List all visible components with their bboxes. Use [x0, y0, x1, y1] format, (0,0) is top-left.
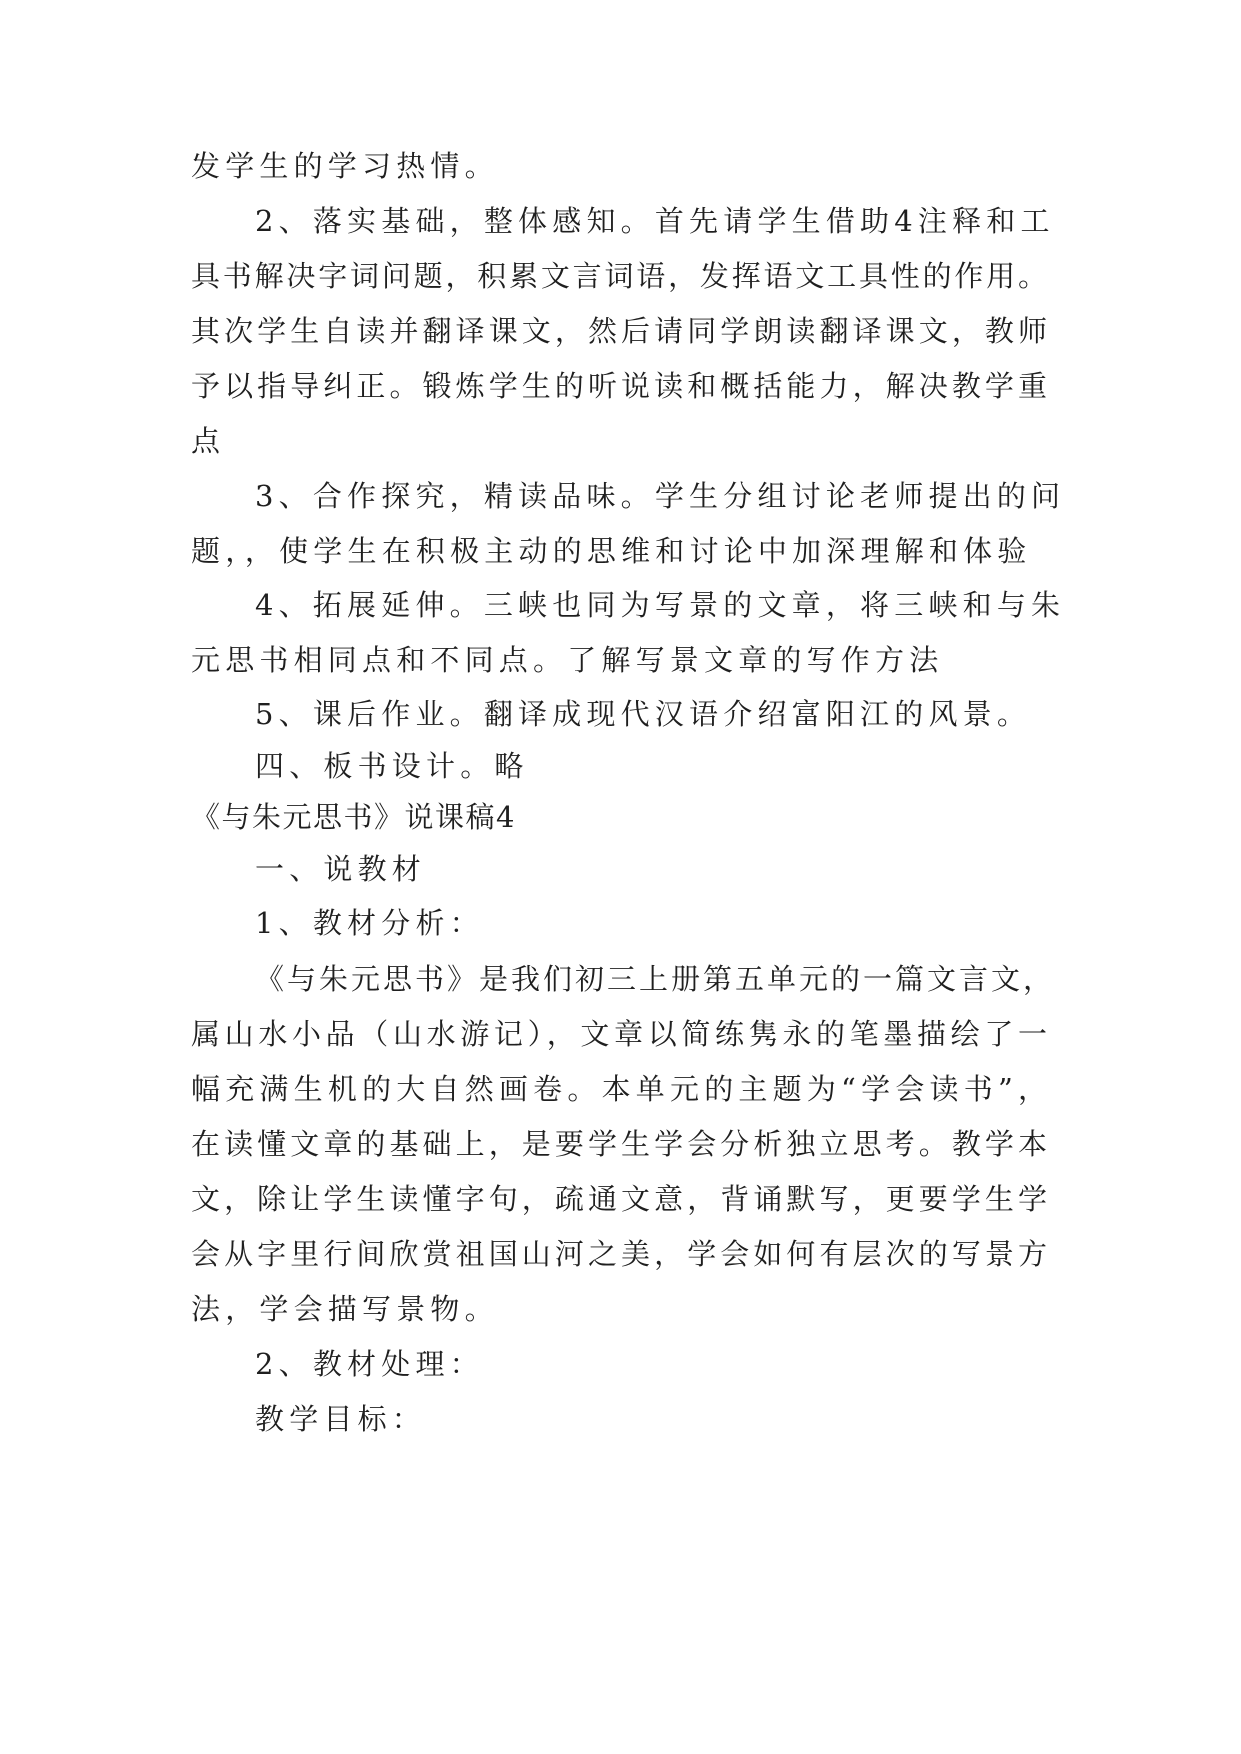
text-line: 5、课后作业。翻译成现代汉语介绍富阳江的风景。	[255, 697, 1032, 731]
text-line: 4、拓展延伸。三峡也同为写景的文章，将三峡和与朱	[255, 588, 1066, 622]
text-line: 予以指导纠正。锻炼学生的听说读和概括能力，解决教学重	[191, 369, 1047, 403]
text-line: 属山水小品（山水游记），文章以简练隽永的笔墨描绘了一	[191, 1017, 1047, 1051]
text-line: 3、合作探究，精读品味。学生分组讨论老师提出的问	[255, 479, 1066, 513]
text-line: 幅充满生机的大自然画卷。本单元的主题为“学会读书”，	[191, 1072, 1047, 1106]
text-line: 具书解决字词问题，积累文言词语，发挥语文工具性的作用。	[191, 259, 1047, 293]
text-line: 《与朱元思书》是我们初三上册第五单元的一篇文言文，	[255, 962, 1056, 996]
text-line: 教学目标：	[255, 1402, 427, 1436]
text-line: 点	[191, 424, 226, 458]
text-line: 四、板书设计。略	[255, 749, 529, 783]
section-heading: 《与朱元思书》说课稿4	[191, 800, 516, 834]
text-line: 其次学生自读并翻译课文，然后请同学朗读翻译课文，教师	[191, 314, 1047, 348]
text-line: 会从字里行间欣赏祖国山河之美，学会如何有层次的写景方	[191, 1237, 1047, 1271]
text-line: 元思书相同点和不同点。了解写景文章的写作方法	[191, 643, 944, 677]
text-line: 2、教材处理：	[255, 1347, 484, 1381]
text-line: 2、落实基础，整体感知。首先请学生借助4注释和工	[255, 204, 1055, 238]
text-line: 一、说教材	[255, 852, 427, 886]
text-line: 文，除让学生读懂字句，疏通文意，背诵默写，更要学生学	[191, 1182, 1047, 1216]
text-line: 题，，使学生在积极主动的思维和讨论中加深理解和体验	[191, 534, 1032, 568]
text-line: 发学生的学习热情。	[191, 149, 499, 183]
text-line: 1、教材分析：	[255, 906, 484, 940]
text-line: 法，学会描写景物。	[191, 1292, 499, 1326]
text-line: 在读懂文章的基础上，是要学生学会分析独立思考。教学本	[191, 1127, 1047, 1161]
